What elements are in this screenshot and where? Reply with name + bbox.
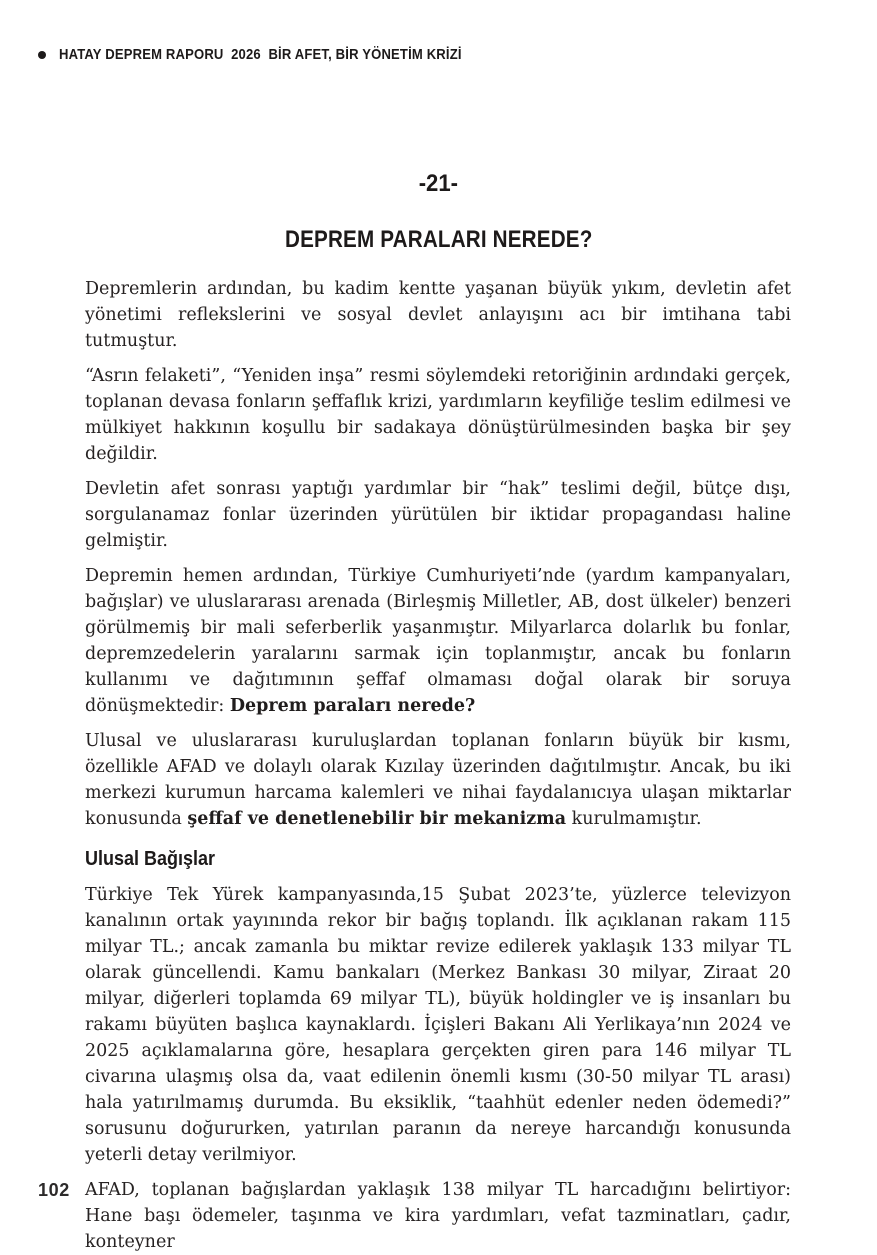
- chapter-number: -21-: [418, 170, 459, 197]
- running-header: [38, 46, 522, 63]
- paragraph-6: Türkiye Tek Yürek kampanyasında,15 Şubat 2023’te, yüzlerce televizyon kanalının ortak yayınında rekor bir bağış toplandı. İlk açıklanan rakam 115 milyar TL.; ancak zamanla bu miktar revize edilerek yaklaşık 133 milyar TL olarak güncellendi. Kamu bankaları (Merkez Bankası 30 milyar, Ziraat 20 milyar, diğerleri toplamda 69 milyar TL), büyük holdingler ve iş insanları bu rakamı büyüten başlıca kaynaklardı. İçişleri Bakanı Ali Yerlikaya’nın 2024 ve 2025 açıklamalarına göre, hesaplara gerçekten giren para 146 milyar TL civarına ulaşmış olsa da, vaat edilenin önemli kısmı (30-50 milyar TL arası) hala yatırılmamış durumda. Bu eksiklik, “taahhüt edenler neden ödemedi?” sorusunu doğururken, yatırılan paranın da nereye harcandığı konusunda yeterli detay verilmiyor.: [85, 885, 791, 1165]
- paragraph-5-text: Ulusal ve uluslararası kuruluşlardan toplanan fonların büyük bir kısmı, özellikle AFAD ve dolaylı olarak Kızılay üzerinden dağıtılmıştır. Ancak, bu iki merkezi kurumun harcama kalemleri ve nihai faydalanıcıya ulaşan miktarlar konusunda: [85, 731, 791, 829]
- paragraph-4-bold-question: Deprem paraları nerede?: [229, 696, 476, 716]
- paragraph-7: AFAD, toplanan bağışlardan yaklaşık 138 milyar TL harcadığını belirtiyor: Hane başı ödemeler, taşınma ve kira yardımları, vefat tazminatları, çadır, konteyner: [85, 1180, 791, 1252]
- paragraph-2: “Asrın felaketi”, “Yeniden inşa” resmi söylemdeki retoriğinin ardındaki gerçek, toplanan devasa fonların şeffaflık krizi, yardımların keyfiliğe teslim edilmesi ve mülkiyet hakkının koşullu bir sadakaya dönüştürülmesinden başka bir şey değildir.: [85, 366, 791, 464]
- running-header-text: HATAY DEPREM RAPORU 2026 BİR AFET, BİR YÖNETİM KRİZİ: [59, 46, 462, 63]
- chapter-number-wrap: [0, 170, 877, 198]
- body-text-column: [85, 276, 791, 1255]
- chapter-title: DEPREM PARALARI NEREDE?: [284, 226, 593, 253]
- paragraph-3: Devletin afet sonrası yaptığı yardımlar bir “hak” teslimi değil, bütçe dışı, sorgulanamaz fonlar üzerinden yürütülen bir iktidar propagandası haline gelmiştir.: [85, 479, 791, 551]
- page-number: 102: [38, 1180, 70, 1200]
- chapter-title-wrap: [0, 226, 877, 254]
- paragraph-4-text: Depremin hemen ardından, Türkiye Cumhuriyeti’nde (yardım kampanyaları, bağışlar) ve uluslararası arenada (Birleşmiş Milletler, AB, dost ülkeler) benzeri görülmemiş bir mali seferberlik yaşanmıştır. Milyarlarca dolarlık bu fonlar, depremzedelerin yaralarını sarmak için toplanmıştır, ancak bu fonların kullanımı ve dağıtımının şeffaf olmaması doğal olarak bir soruya dönüşmektedir:: [85, 566, 791, 716]
- paragraph-1: Depremlerin ardından, bu kadim kentte yaşanan büyük yıkım, devletin afet yönetimi reflekslerini ve sosyal devlet anlayışını acı bir imtihana tabi tutmuştur.: [85, 279, 791, 351]
- paragraph-4: [85, 563, 791, 719]
- paragraph-5-text-after: kurulmamıştır.: [566, 809, 702, 829]
- paragraph-5: [85, 728, 791, 832]
- subheading-wrap: [85, 846, 791, 873]
- section-subheading: Ulusal Bağışlar: [85, 848, 216, 870]
- paragraph-5-bold-phrase: şeffaf ve denetlenebilir bir mekanizma: [187, 809, 567, 829]
- bullet-icon: [38, 51, 46, 59]
